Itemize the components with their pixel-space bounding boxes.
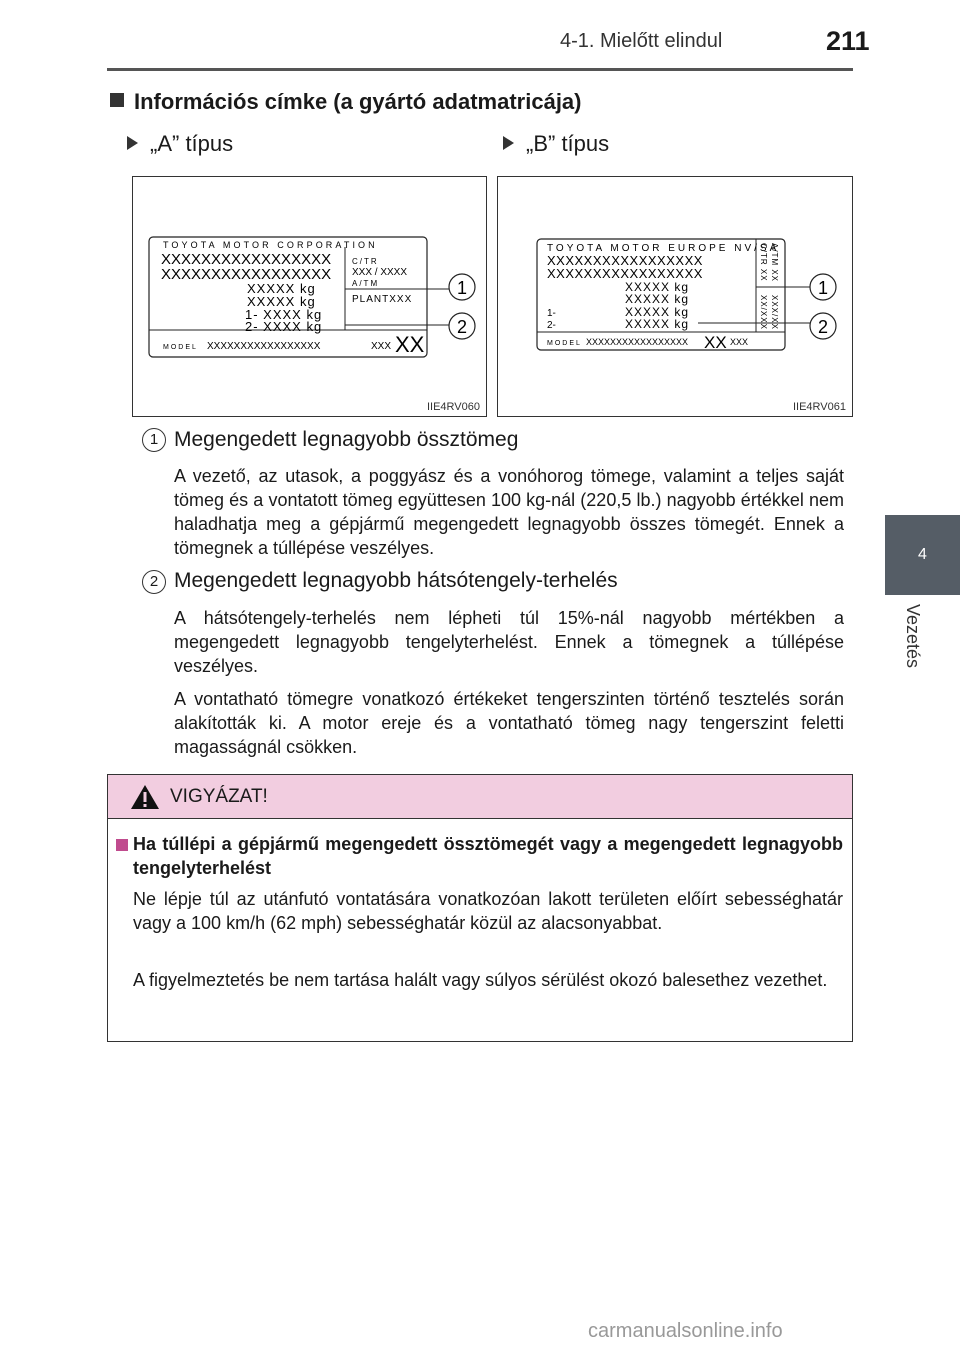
ctr-label: C/TR: [352, 257, 379, 266]
page-number: 211: [826, 26, 870, 56]
weight-1: XXXXX kg: [247, 281, 316, 296]
vin-line-1: XXXXXXXXXXXXXXXXX: [547, 253, 703, 268]
company-name: TOYOTA MOTOR CORPORATION: [163, 240, 378, 250]
plant-code: PLANTXXX: [352, 294, 413, 305]
atm-label: A/TM: [352, 279, 380, 288]
model-code-small: XXX: [730, 337, 749, 347]
vin-line-2: XXXXXXXXXXXXXXXXX: [161, 266, 332, 283]
vin-line-2: XXXXXXXXXXXXXXXXX: [547, 266, 703, 281]
weight-2: XXXXX kg: [247, 294, 316, 309]
label-illustration-b: [498, 177, 852, 416]
weight-4: 2- XXXX kg: [245, 319, 323, 334]
model-code-big: XX: [704, 333, 727, 352]
triangle-bullet-icon: [503, 136, 514, 150]
side-code-2: A/TM XX: [770, 243, 779, 283]
weight-2: XXXXX kg: [625, 292, 690, 306]
triangle-bullet-icon: [127, 136, 138, 150]
warning-header: [108, 775, 852, 819]
item-title-1: Megengedett legnagyobb össztömeg: [174, 428, 519, 451]
header-section-title: 4-1. Mielőtt elindul: [560, 30, 723, 52]
side-code-1: C/TR XX: [759, 243, 768, 282]
header-divider: [107, 68, 853, 71]
ctr-value: XXX / XXXX: [352, 267, 408, 278]
side-code-4: XXX/XX: [770, 295, 779, 330]
row-label-1: 1-: [547, 308, 556, 319]
chapter-label: [883, 604, 943, 684]
item-2-paragraph-1: A hátsótengely-terhelés nem lépheti túl 15%-nál nagyobb mértékben a megengedett legnagyobb tengelyterhelést. Ennek a tömegnek a túllépése veszélyes.: [174, 608, 844, 676]
square-bullet-icon: [110, 93, 124, 107]
model-label: MODEL: [547, 340, 582, 347]
warning-paragraph-2: A figyelmeztetés be nem tartása halált vagy súlyos sérülést okozó balesethez vezethet.: [133, 970, 828, 990]
model-code-big: XX: [395, 332, 425, 357]
type-a-label: „A” típus: [150, 131, 234, 156]
type-b-label: „B” típus: [526, 131, 610, 156]
square-bullet-icon: [116, 839, 128, 851]
callout-2: 2: [456, 317, 468, 337]
figure-id: IIE4RV060: [426, 401, 480, 413]
model-code-small: XXX: [371, 341, 392, 352]
warning-title: VIGYÁZAT!: [170, 786, 268, 807]
warning-heading: Ha túllépi a gépjármű megengedett össztömegét vagy a megengedett legnagyobb tengelyterhelést: [133, 834, 843, 878]
row-label-2: 2-: [547, 320, 556, 331]
weight-4: XXXXX kg: [625, 317, 690, 331]
type-a-heading: [127, 131, 233, 157]
figure-type-a: [132, 176, 487, 417]
warning-paragraph-1: Ne lépje túl az utánfutó vontatására vonatkozóan lakott területen előírt sebességhatár vagy a 100 km/h (62 mph) sebességhatár közül az alacsonyabbat.: [133, 889, 843, 933]
model-value: XXXXXXXXXXXXXXXXX: [207, 341, 321, 352]
warning-triangle-icon: [130, 784, 160, 810]
warning-box: [107, 774, 853, 1042]
callout-1: 1: [817, 278, 829, 298]
side-code-3: XX/XXX: [759, 295, 768, 330]
company-name: TOYOTA MOTOR EUROPE NV/SA: [547, 243, 780, 254]
vin-line-1: XXXXXXXXXXXXXXXXX: [161, 251, 332, 268]
callout-1: 1: [456, 278, 468, 298]
figure-type-b: [497, 176, 853, 417]
item-2-paragraph-2: A vontatható tömegre vonatkozó értékeket tengerszinten történő tesztelés során alakították ki. A motor ereje és a vontatható tömeg nagy tengerszint feletti magasságnál csökken.: [174, 689, 844, 757]
item-title-2: Megengedett legnagyobb hátsótengely-terhelés: [174, 569, 618, 592]
callout-2: 2: [817, 317, 829, 337]
figure-id: IIE4RV061: [792, 401, 846, 413]
item-number-1: 1: [142, 428, 166, 452]
chapter-tab: 4: [885, 515, 960, 595]
item-1-paragraph: A vezető, az utasok, a poggyász és a vonóhorog tömege, valamint a teljes saját tömeg és a vontatott tömeg együttesen 100 kg-nál (220,5 lb.) nagyobb értékkel nem haladhatja meg a gépjármű megengedett legnagyobb összes tömegét. Ennek a tömegnek a túllépése veszélyes.: [174, 466, 844, 558]
model-label: MODEL: [163, 344, 198, 351]
section-title: [110, 89, 582, 115]
weight-3: XXXXX kg: [625, 305, 690, 319]
weight-3: 1- XXXX kg: [245, 307, 323, 322]
label-illustration-a: [133, 177, 486, 416]
model-value: XXXXXXXXXXXXXXXXX: [586, 337, 689, 347]
item-number-2: 2: [142, 570, 166, 594]
weight-1: XXXXX kg: [625, 280, 690, 294]
section-title-text: Információs címke (a gyártó adatmatricája): [134, 89, 582, 114]
type-b-heading: [503, 131, 609, 157]
watermark: carmanualsonline.info: [588, 1320, 783, 1342]
chapter-label-text: Vezetés: [903, 604, 923, 669]
